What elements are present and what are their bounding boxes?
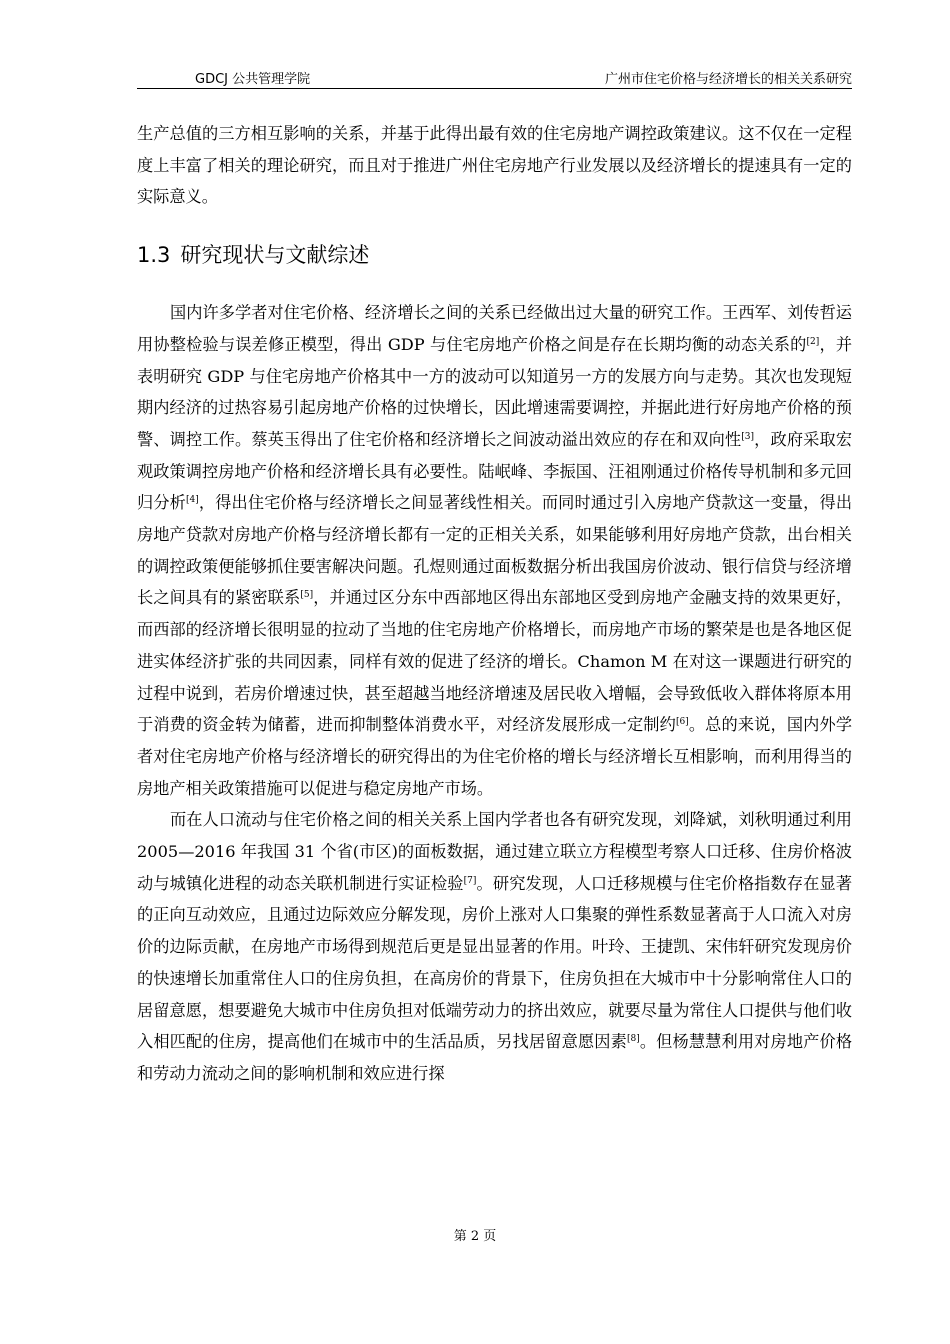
citation-ref: [8] bbox=[626, 1034, 640, 1045]
literature-paragraph-2 bbox=[137, 804, 852, 1089]
para2-text-1: 而在人口流动与住宅价格之间的相关关系上国内学者也各有研究发现，刘降斌，刘秋明通过利用 2005—2016 年我国 31 个省(市区)的面板数据，通过建立联立方程模型考察人口迁移、住房价格波动与城镇化进程的动态关联机制进行实证检验 bbox=[137, 810, 852, 893]
para2-text-2: 。研究发现，人口迁移规模与住宅价格指数存在显著的正向互动效应，且通过边际效应分解发现，房价上涨对人口集聚的弹性系数显著高于人口流入对房价的边际贡献，在房地产市场得到规范后更是显出显著的作用。叶玲、王捷凯、宋伟轩研究发现房价的快速增长加重常住人口的住房负担，在高房价的背景下，住房负担在大城市中十分影响常住人口的居留意愿，想要避免大城市中住房负担对低端劳动力的挤出效应，就要尽量为常住人口提供与他们收入相匹配的住房，提高他们在城市中的生活品质，另找居留意愿因素 bbox=[137, 873, 853, 1052]
citation-ref: [2] bbox=[806, 336, 820, 347]
para1-text-1: 国内许多学者对住宅价格、经济增长之间的关系已经做出过大量的研究工作。王西军、刘传哲运用协整检验与误差修正模型，得出 GDP 与住宅房地产价格之间是存在长期均衡的动态关系的 bbox=[137, 303, 852, 354]
section-number: 1.3 bbox=[137, 243, 171, 268]
citation-ref: [3] bbox=[741, 431, 755, 442]
header-thesis-title: 广州市住宅价格与经济增长的相关关系研究 bbox=[604, 72, 852, 87]
citation-ref: [4] bbox=[186, 495, 199, 506]
para1-text-5: ，并通过区分东中西部地区得出东部地区受到房地产金融支持的效果更好，而西部的经济增长很明显的拉动了当地的住宅房地产价格增长，而房地产市场的繁荣是也是各地区促进实体经济扩张的共同因素，同样有效的促进了经济的增长。Chamon M 在对这一课题进行研究的过程中说到，若房价增速过快，甚至超越当地经济增速及居民收入增幅，会导致低收入群体将原本用于消费的资金转为储蓄，进而抑制整体消费水平，对经济发展形成一定制约 bbox=[137, 588, 853, 735]
literature-paragraph-1 bbox=[137, 297, 852, 804]
para2-text-3: 。但杨慧慧利用对房地产价格和劳动力流动之间的影响机制和效应进行探 bbox=[137, 1032, 853, 1083]
page-header bbox=[137, 66, 852, 89]
para1-text-3: ，政府采取宏观政策调控房地产价格和经济增长具有必要性。陆岷峰、李振国、汪祖刚通过价格传导机制和多元回归分析 bbox=[137, 429, 853, 513]
intro-paragraph: 生产总值的三方相互影响的关系，并基于此得出最有效的住宅房地产调控政策建议。这不仅在一定程度上丰富了相关的理论研究，而且对于推进广州住宅房地产行业发展以及经济增长的提速具有一定的实际意义。 bbox=[137, 124, 852, 207]
para1-text-6: 。总的来说，国内外学者对住宅房地产价格与经济增长的研究得出的为住宅价格的增长与经济增长互相影响，而利用得当的房地产相关政策措施可以促进与稳定房地产市场。 bbox=[137, 715, 853, 798]
citation-ref: [6] bbox=[675, 717, 689, 728]
page-body bbox=[137, 118, 852, 1090]
citation-ref: [7] bbox=[463, 875, 477, 886]
page-number: 第 2 页 bbox=[453, 1229, 497, 1244]
citation-ref: [5] bbox=[300, 590, 314, 601]
para1-text-2: ，并表明研究 GDP 与住宅房地产价格其中一方的波动可以知道另一方的发展方向与走势。其次也发现短期内经济的过热容易引起房地产价格的过快增长，因此增速需要调控，并据此进行好房地产价格的预警、调控工作。蔡英玉得出了住宅价格和经济增长之间波动溢出效应的存在和双向性 bbox=[137, 334, 853, 449]
section-heading bbox=[137, 240, 852, 270]
header-school: GDCJ 公共管理学院 bbox=[195, 72, 311, 87]
section-title: 研究现状与文献综述 bbox=[180, 243, 370, 268]
para1-text-4: ，得出住宅价格与经济增长之间显著线性相关。而同时通过引入房地产贷款这一变量，得出房地产贷款对房地产价格与经济增长都有一定的正相关关系，如果能够利用好房地产贷款，出台相关的调控政策便能够抓住要害解决问题。孔煜则通过面板数据分析出我国房价波动、银行信贷与经济增长之间具有的紧密联系 bbox=[137, 493, 853, 608]
